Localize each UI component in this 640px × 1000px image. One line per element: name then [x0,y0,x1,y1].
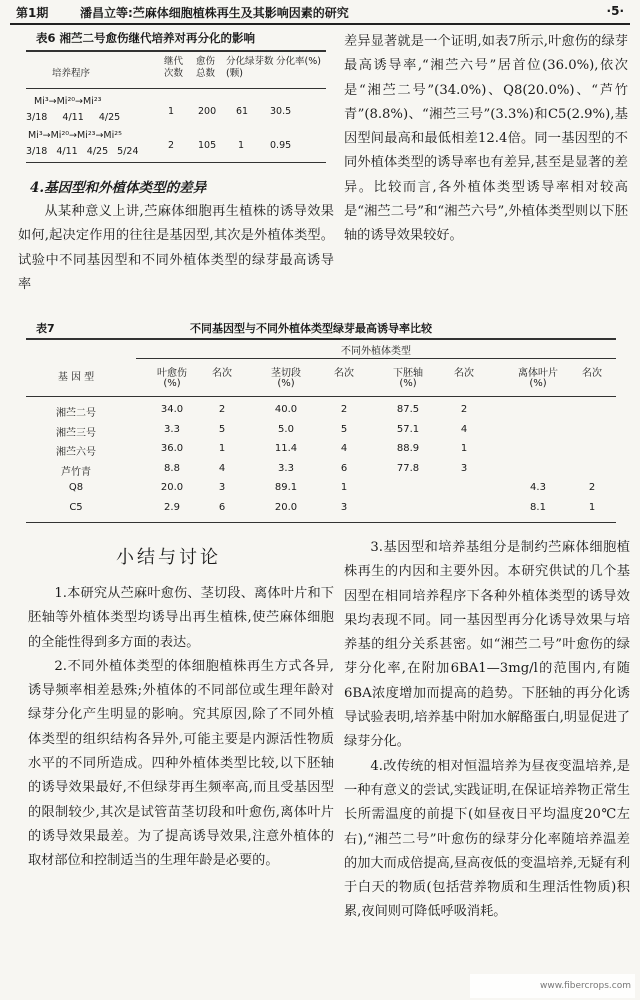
table6-row1-rate: 30.5 [270,106,292,117]
table7-cell: 4.3 [530,482,546,493]
table7-row-genotype: 芦竹青 [61,466,91,478]
table7-row-genotype: 湘苎二号 [56,408,96,419]
table7-cell: 2 [588,482,596,493]
table7-row-genotype: 湘苎三号 [56,427,96,439]
table7-cell: 3 [460,462,468,474]
table7-col-unit: (%) [163,378,181,389]
summary-point-4: 4.改传统的相对恒温培养为昼夜变温培养,是一种有意义的尝试,实践证明,在保证培养物正常生长所需温度的前提下(如昼夜日平均温度20℃左右),“湘苎二号”叶愈伤的绿芽分化率随培养温差的加大而成倍提高,昼高夜低的变温培养,无疑有利于白天的物质(包括营养物质和生理活性物质)积累,夜间则可降低呼吸消耗。 [344,758,630,920]
table6-header-program: 培养程序 [52,68,91,79]
table6-row1-program: Mi³→Mi²⁰→Mi²³ [34,96,102,107]
table7-cell: 3.3 [278,462,294,474]
table7-col-head: 名次 [454,368,474,379]
table7-cell: 57.1 [396,423,420,435]
table6-caption: 表6 湘苎二号愈伤继代培养对再分化的影响 [36,31,256,45]
table7-cell: 77.8 [396,462,420,474]
table6-mid-rule [26,88,326,89]
table6 [26,50,326,160]
table7-cell: 8.1 [530,501,546,513]
table7-cell: 2 [340,404,348,415]
table7-cell: 20.0 [274,501,298,513]
table7-cell: 5.0 [278,423,294,435]
table7-span-header: 不同外植体类型 [341,346,411,357]
table7-cell: 1 [460,443,468,454]
table6-row1-times: 1 [168,106,175,117]
table6-row1-total: 200 [198,106,217,117]
page-number: ·5· [606,4,624,18]
table7-cell: 1 [218,443,226,454]
table7-header-rule [26,396,616,397]
table6-row2-green: 1 [238,140,245,151]
table7-cell: 5 [218,423,226,435]
table7-cell: 3.3 [164,423,180,435]
table7-cell: 3 [340,501,348,513]
table7-col-unit: (%) [399,378,417,389]
table6-header-total: 愈伤总数 [196,56,216,79]
table6-row1-dates: 3/18 4/11 4/25 [26,112,121,123]
section4-heading: 4.基因型和外植体类型的差异 [30,180,207,196]
table7-cell: 2.9 [164,501,180,513]
table7-cell: 11.4 [274,443,298,454]
table7-cell: 20.0 [160,482,184,493]
summary-left-column [28,582,334,874]
table7-cell: 6 [218,501,226,513]
table6-row2-rate: 0.95 [270,140,292,151]
table6-header-rate: 分化率(%) [276,56,321,67]
table7-number: 表7 [36,322,55,335]
table7-cell: 1 [340,482,348,493]
table7-cell: 87.5 [396,404,420,415]
table7-span-rule [136,358,616,359]
table7-genotype-header: 基 因 型 [57,372,95,383]
table7-col-head: 名次 [212,368,232,379]
section4-right-text [344,30,628,249]
table7-cell: 4 [460,423,468,435]
summary-title: 小结与讨论 [116,547,221,568]
table7-caption [36,320,606,336]
table6-bottom-rule [26,162,326,163]
table7-cell: 3 [218,482,226,493]
running-title: 潘昌立等:苎麻体细胞植株再生及其影响因素的研究 [80,6,349,20]
table7-bottom-rule [26,522,616,523]
table6-row2-total: 105 [198,140,217,151]
table7-cell: 88.9 [396,443,420,454]
table7-col-head: 下胚轴 [393,368,423,379]
section4-left-text [18,200,334,297]
issue-number: 第1期 [16,6,49,20]
table6-row1-green: 61 [236,106,249,117]
summary-point-1: 1.本研究从苎麻叶愈伤、茎切段、离体叶片和下胚轴等外植体类型均诱导出再生植株,使苎麻体细胞的全能性得到多方面的表达。 [28,586,334,650]
summary-right-column [344,536,630,925]
table7-cell: 40.0 [274,404,298,415]
table6-row2-dates: 3/18 4/11 4/25 5/24 [26,146,139,157]
table7-cell: 4 [340,443,348,454]
watermark: www.fibercrops.com [470,974,635,998]
table6-header-green: 分化绿芽数(颗) [226,56,274,79]
table7-col-head: 名次 [582,368,602,379]
running-header [10,4,630,22]
table6-row2-times: 2 [168,140,175,151]
table7-cell: 1 [588,501,596,513]
table7-row-genotype: C5 [69,501,83,513]
table6-row2-program: Mi³→Mi²⁰→Mi²³→Mi²⁵ [28,130,122,141]
table7-cell: 2 [460,404,468,415]
table7-row-genotype: Q8 [68,482,84,493]
table7-col-head: 叶愈伤 [157,368,187,379]
table7-top-rule [26,338,616,340]
header-rule [10,23,630,25]
table7-cell: 5 [340,423,348,435]
table6-header-times: 继代次数 [164,56,184,79]
table7-title: 不同基因型与不同外植体类型绿芽最高诱导率比较 [190,322,432,335]
summary-point-3: 3.基因型和培养基组分是制约苎麻体细胞植株再生的内因和主要外因。本研究供试的几个基因型在相同培养程序下各种外植体类型的诱导效果均表现不同。同一基因型再分化诱导效果与培养基的组分关系甚密。如“湘苎二号”叶愈伤的绿芽分化率,在附加6BA1—3mg/l的范围内,有随6BA浓度增加而提高的趋势。下胚轴的再分化诱导试验表明,培养基中附加水解酪蛋白,明显促进了绿芽分化。 [344,540,630,750]
section4-right-paragraph: 差异显著就是一个证明,如表7所示,叶愈伤的绿芽最高诱导率,“湘苎六号”居首位(36.0%),依次是“湘苎二号”(34.0%)、Q8(20.0%)、“芦竹青”(8.8%)、“湘苎三号”(3.3%)和C5(2.9%),基因型间最高和最低相差12.4倍。同一基因型的不同外植体类型的诱导率也有差异,甚至是显著的差异。比较而言,各外植体类型诱导率相对较高是“湘苎二号”和“湘苎六号”,外植体类型则以下胚轴的诱导效果较好。 [344,34,628,244]
table7 [26,338,616,524]
table7-col-unit: (%) [277,378,295,389]
table7-row-genotype: 湘苎六号 [56,447,96,458]
table7-cell: 2 [218,404,226,415]
table7-cell: 6 [340,462,348,474]
table7-cell: 89.1 [274,482,298,493]
table7-cell: 34.0 [160,404,184,415]
table6-top-rule [26,50,326,52]
table7-col-head: 名次 [334,368,354,379]
section4-left-paragraph: 从某种意义上讲,苎麻体细胞再生植株的诱导效果如何,起决定作用的往往是基因型,其次是外植体类型。试验中不同基因型和不同外植体类型的绿芽最高诱导率 [18,204,334,292]
table7-cell: 8.8 [164,462,180,474]
table7-cell: 36.0 [160,443,184,454]
table7-col-head: 离体叶片 [518,368,558,379]
table7-col-head: 茎切段 [271,368,301,379]
table7-col-unit: (%) [529,378,547,389]
table7-cell: 4 [218,462,226,474]
summary-point-2: 2.不同外植体类型的体细胞植株再生方式各异,诱导频率相差悬殊;外植体的不同部位或生理年龄对绿芽分化产生明显的影响。究其原因,除了不同外植体类型的组织结构各异外,可能主要是内源活性物质水平的不同所造成。四种外植体类型比较,以下胚轴的诱导效果最好,不但绿芽再生频率高,而且受基因型的限制较少,其次是试管苗茎切段和叶愈伤,离体叶片的诱导效果最差。为了提高诱导效果,注意外植体的取材部位和控制适当的生理年龄是必要的。 [28,658,334,869]
